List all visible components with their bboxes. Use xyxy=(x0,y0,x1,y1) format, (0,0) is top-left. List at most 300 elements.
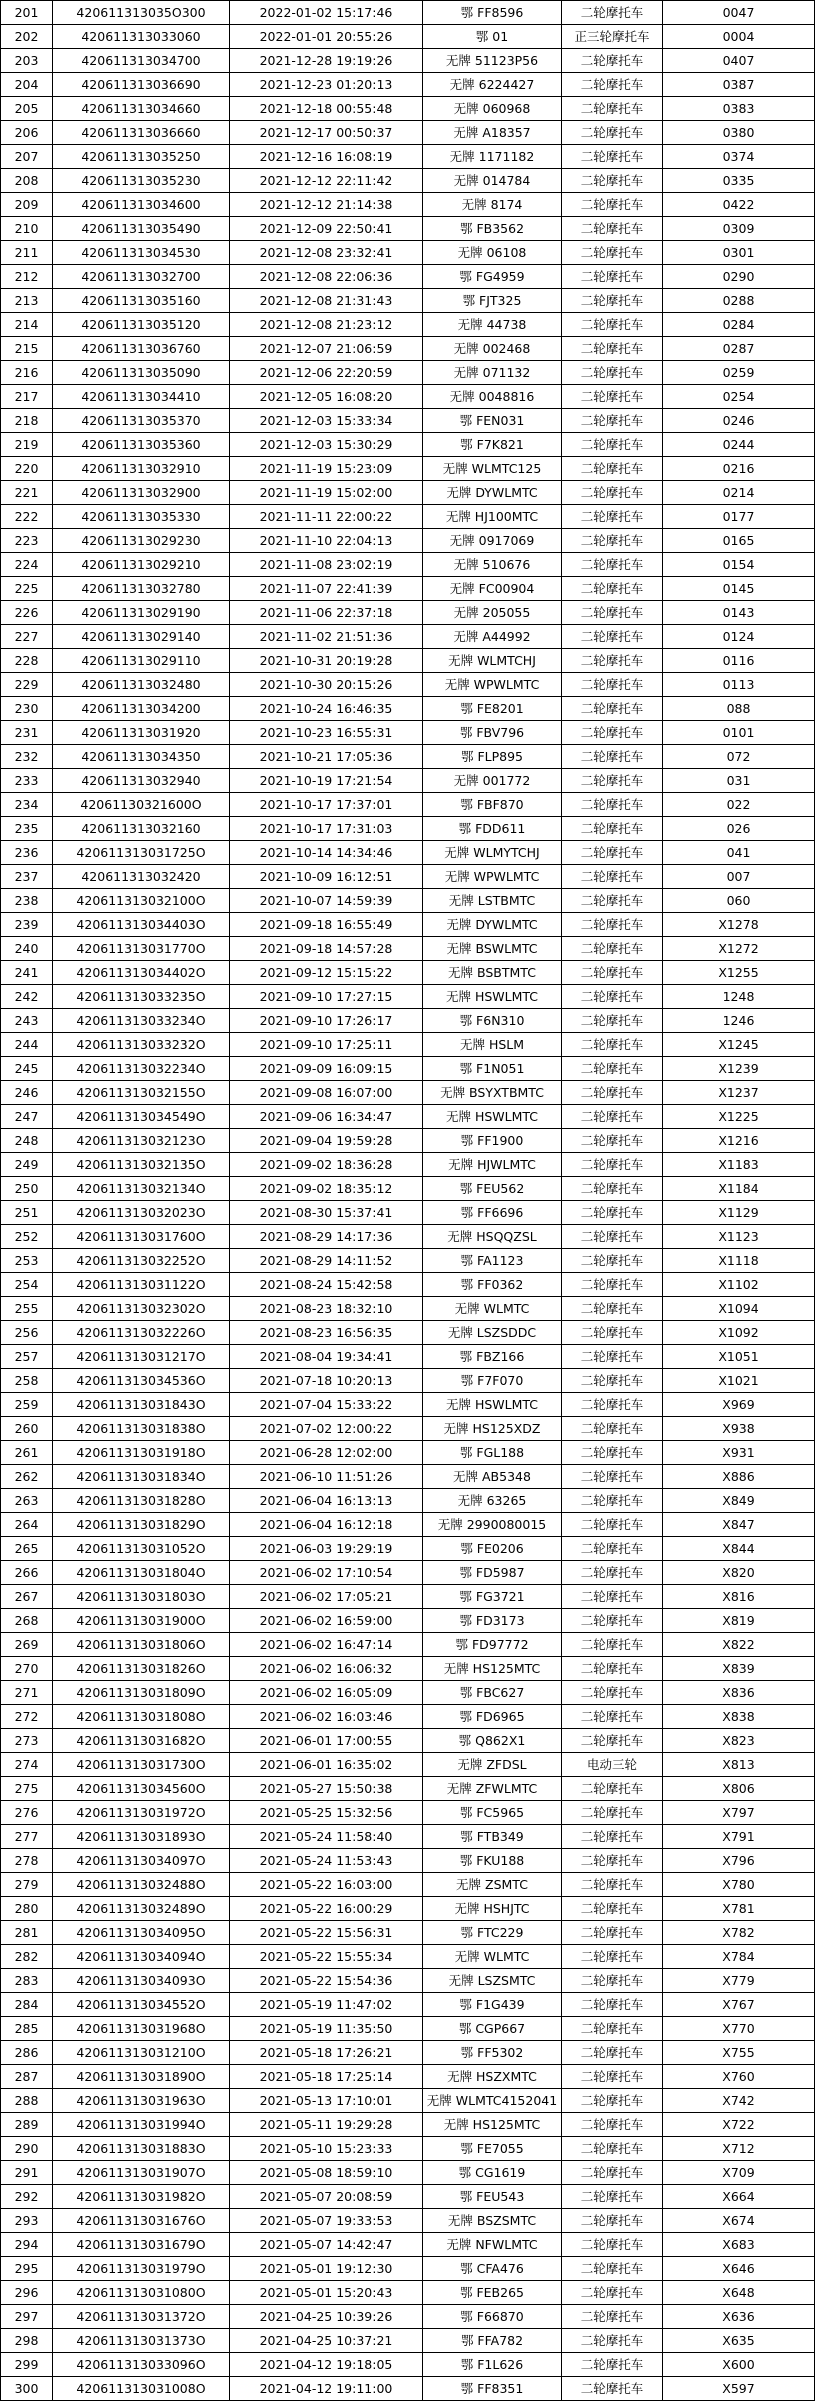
serial-cell: X712 xyxy=(663,2137,815,2161)
plate-cell: 无牌 NFWLMTC xyxy=(423,2233,562,2257)
serial-cell: X760 xyxy=(663,2065,815,2089)
plate-cell: 无牌 HS125MTC xyxy=(423,1657,562,1681)
plate-cell: 鄂 FA1123 xyxy=(423,1249,562,1273)
timestamp-cell: 2021-12-12 22:11:42 xyxy=(230,169,423,193)
vehicle-type-cell: 二轮摩托车 xyxy=(562,1297,663,1321)
row-number-cell: 218 xyxy=(1,409,53,433)
serial-cell: X674 xyxy=(663,2209,815,2233)
record-code-cell: 420611313035330 xyxy=(53,505,230,529)
table-row xyxy=(1,1441,815,1465)
serial-cell: 0177 xyxy=(663,505,815,529)
record-code-cell: 420611313031210O xyxy=(53,2041,230,2065)
row-number-cell: 299 xyxy=(1,2353,53,2377)
record-code-cell: 420611313031682O xyxy=(53,1729,230,1753)
plate-cell: 无牌 BSWLMTC xyxy=(423,937,562,961)
vehicle-type-cell: 二轮摩托车 xyxy=(562,1225,663,1249)
row-number-cell: 202 xyxy=(1,25,53,49)
serial-cell: X819 xyxy=(663,1609,815,1633)
serial-cell: 0284 xyxy=(663,313,815,337)
record-code-cell: 420611313034402O xyxy=(53,961,230,985)
row-number-cell: 290 xyxy=(1,2137,53,2161)
record-code-cell: 420611313033060 xyxy=(53,25,230,49)
table-row xyxy=(1,265,815,289)
timestamp-cell: 2021-12-06 22:20:59 xyxy=(230,361,423,385)
serial-cell: X886 xyxy=(663,1465,815,1489)
row-number-cell: 213 xyxy=(1,289,53,313)
record-code-cell: 420611313029210 xyxy=(53,553,230,577)
serial-cell: X646 xyxy=(663,2257,815,2281)
table-row xyxy=(1,2185,815,2209)
table-row xyxy=(1,1273,815,1297)
vehicle-type-cell: 二轮摩托车 xyxy=(562,1177,663,1201)
plate-cell: 鄂 FD97772 xyxy=(423,1633,562,1657)
record-code-cell: 420611313032155O xyxy=(53,1081,230,1105)
row-number-cell: 221 xyxy=(1,481,53,505)
plate-cell: 无牌 WPWLMTC xyxy=(423,673,562,697)
table-row xyxy=(1,1417,815,1441)
plate-cell: 鄂 FGL188 xyxy=(423,1441,562,1465)
record-code-cell: 420611313031972O xyxy=(53,1801,230,1825)
plate-cell: 鄂 FD6965 xyxy=(423,1705,562,1729)
plate-cell: 无牌 HSZXMTC xyxy=(423,2065,562,2089)
row-number-cell: 210 xyxy=(1,217,53,241)
vehicle-type-cell: 二轮摩托车 xyxy=(562,481,663,505)
serial-cell: X1278 xyxy=(663,913,815,937)
table-row xyxy=(1,1009,815,1033)
row-number-cell: 217 xyxy=(1,385,53,409)
row-number-cell: 300 xyxy=(1,2377,53,2401)
serial-cell: X1225 xyxy=(663,1105,815,1129)
plate-cell: 鄂 FEU562 xyxy=(423,1177,562,1201)
table-row xyxy=(1,145,815,169)
plate-cell: 无牌 0048816 xyxy=(423,385,562,409)
table-row xyxy=(1,1705,815,1729)
timestamp-cell: 2021-06-10 11:51:26 xyxy=(230,1465,423,1489)
vehicle-type-cell: 二轮摩托车 xyxy=(562,337,663,361)
plate-cell: 鄂 CG1619 xyxy=(423,2161,562,2185)
record-code-cell: 420611313034097O xyxy=(53,1849,230,1873)
row-number-cell: 257 xyxy=(1,1345,53,1369)
vehicle-type-cell: 二轮摩托车 xyxy=(562,2185,663,2209)
timestamp-cell: 2021-12-18 00:55:48 xyxy=(230,97,423,121)
serial-cell: 0154 xyxy=(663,553,815,577)
plate-cell: 鄂 FD3173 xyxy=(423,1609,562,1633)
table-row xyxy=(1,1873,815,1897)
table-row xyxy=(1,433,815,457)
plate-cell: 鄂 FF5302 xyxy=(423,2041,562,2065)
record-code-cell: 420611313034600 xyxy=(53,193,230,217)
vehicle-type-cell: 二轮摩托车 xyxy=(562,673,663,697)
record-code-cell: 420611313034660 xyxy=(53,97,230,121)
record-code-cell: 420611313035O300 xyxy=(53,1,230,25)
table-row xyxy=(1,865,815,889)
row-number-cell: 279 xyxy=(1,1873,53,1897)
record-code-cell: 420611313036690 xyxy=(53,73,230,97)
vehicle-type-cell: 二轮摩托车 xyxy=(562,913,663,937)
serial-cell: 088 xyxy=(663,697,815,721)
timestamp-cell: 2021-10-09 16:12:51 xyxy=(230,865,423,889)
serial-cell: X683 xyxy=(663,2233,815,2257)
row-number-cell: 247 xyxy=(1,1105,53,1129)
serial-cell: 0387 xyxy=(663,73,815,97)
table-row xyxy=(1,73,815,97)
table-row xyxy=(1,2065,815,2089)
serial-cell: 0216 xyxy=(663,457,815,481)
timestamp-cell: 2021-12-08 22:06:36 xyxy=(230,265,423,289)
record-code-cell: 420611313031963O xyxy=(53,2089,230,2113)
record-code-cell: 420611313034530 xyxy=(53,241,230,265)
row-number-cell: 289 xyxy=(1,2113,53,2137)
row-number-cell: 295 xyxy=(1,2257,53,2281)
serial-cell: X1272 xyxy=(663,937,815,961)
record-code-cell: 420611313032160 xyxy=(53,817,230,841)
timestamp-cell: 2021-07-02 12:00:22 xyxy=(230,1417,423,1441)
table-row xyxy=(1,937,815,961)
plate-cell: 无牌 ZFWLMTC xyxy=(423,1777,562,1801)
row-number-cell: 203 xyxy=(1,49,53,73)
serial-cell: 0047 xyxy=(663,1,815,25)
timestamp-cell: 2021-12-17 00:50:37 xyxy=(230,121,423,145)
table-row xyxy=(1,385,815,409)
timestamp-cell: 2021-09-09 16:09:15 xyxy=(230,1057,423,1081)
row-number-cell: 267 xyxy=(1,1585,53,1609)
row-number-cell: 201 xyxy=(1,1,53,25)
timestamp-cell: 2021-12-03 15:30:29 xyxy=(230,433,423,457)
timestamp-cell: 2021-05-27 15:50:38 xyxy=(230,1777,423,1801)
table-row xyxy=(1,2281,815,2305)
table-body xyxy=(1,1,815,2401)
row-number-cell: 237 xyxy=(1,865,53,889)
plate-cell: 鄂 F6N310 xyxy=(423,1009,562,1033)
table-row xyxy=(1,1105,815,1129)
record-code-cell: 420611313031770O xyxy=(53,937,230,961)
plate-cell: 鄂 FTC229 xyxy=(423,1921,562,1945)
serial-cell: 060 xyxy=(663,889,815,913)
vehicle-type-cell: 二轮摩托车 xyxy=(562,121,663,145)
vehicle-type-cell: 二轮摩托车 xyxy=(562,1657,663,1681)
plate-cell: 无牌 FC00904 xyxy=(423,577,562,601)
timestamp-cell: 2021-11-02 21:51:36 xyxy=(230,625,423,649)
table-row xyxy=(1,625,815,649)
timestamp-cell: 2021-09-12 15:15:22 xyxy=(230,961,423,985)
vehicle-type-cell: 二轮摩托车 xyxy=(562,73,663,97)
vehicle-type-cell: 二轮摩托车 xyxy=(562,1417,663,1441)
serial-cell: 0335 xyxy=(663,169,815,193)
serial-cell: X600 xyxy=(663,2353,815,2377)
plate-cell: 鄂 F7K821 xyxy=(423,433,562,457)
record-code-cell: 420611313031979O xyxy=(53,2257,230,2281)
table-row xyxy=(1,1921,815,1945)
record-code-cell: 420611313036760 xyxy=(53,337,230,361)
vehicle-type-cell: 二轮摩托车 xyxy=(562,289,663,313)
table-row xyxy=(1,2137,815,2161)
table-row xyxy=(1,1057,815,1081)
table-row xyxy=(1,793,815,817)
plate-cell: 无牌 WLMTCHJ xyxy=(423,649,562,673)
serial-cell: X742 xyxy=(663,2089,815,2113)
table-row xyxy=(1,361,815,385)
timestamp-cell: 2021-05-18 17:25:14 xyxy=(230,2065,423,2089)
vehicle-type-cell: 二轮摩托车 xyxy=(562,2353,663,2377)
row-number-cell: 275 xyxy=(1,1777,53,1801)
table-row xyxy=(1,241,815,265)
table-row xyxy=(1,193,815,217)
table-row xyxy=(1,1465,815,1489)
timestamp-cell: 2021-12-08 21:23:12 xyxy=(230,313,423,337)
timestamp-cell: 2021-09-10 17:25:11 xyxy=(230,1033,423,1057)
vehicle-type-cell: 二轮摩托车 xyxy=(562,817,663,841)
table-row xyxy=(1,121,815,145)
row-number-cell: 243 xyxy=(1,1009,53,1033)
timestamp-cell: 2021-12-03 15:33:34 xyxy=(230,409,423,433)
plate-cell: 鄂 F1L626 xyxy=(423,2353,562,2377)
plate-cell: 鄂 FLP895 xyxy=(423,745,562,769)
plate-cell: 鄂 FF0362 xyxy=(423,1273,562,1297)
record-code-cell: 420611313032700 xyxy=(53,265,230,289)
timestamp-cell: 2021-10-30 20:15:26 xyxy=(230,673,423,697)
table-row xyxy=(1,1201,815,1225)
timestamp-cell: 2021-09-10 17:27:15 xyxy=(230,985,423,1009)
table-row xyxy=(1,1753,815,1777)
table-row xyxy=(1,1801,815,1825)
plate-cell: 无牌 HSLM xyxy=(423,1033,562,1057)
serial-cell: 0004 xyxy=(663,25,815,49)
row-number-cell: 294 xyxy=(1,2233,53,2257)
table-row xyxy=(1,481,815,505)
row-number-cell: 246 xyxy=(1,1081,53,1105)
plate-cell: 鄂 FF8596 xyxy=(423,1,562,25)
vehicle-type-cell: 二轮摩托车 xyxy=(562,49,663,73)
serial-cell: X1094 xyxy=(663,1297,815,1321)
serial-cell: X755 xyxy=(663,2041,815,2065)
timestamp-cell: 2021-10-23 16:55:31 xyxy=(230,721,423,745)
record-code-cell: 420611313029140 xyxy=(53,625,230,649)
plate-cell: 鄂 Q862X1 xyxy=(423,1729,562,1753)
row-number-cell: 240 xyxy=(1,937,53,961)
timestamp-cell: 2021-10-21 17:05:36 xyxy=(230,745,423,769)
plate-cell: 无牌 A44992 xyxy=(423,625,562,649)
plate-cell: 无牌 0917069 xyxy=(423,529,562,553)
timestamp-cell: 2021-06-02 16:06:32 xyxy=(230,1657,423,1681)
record-code-cell: 420611313029110 xyxy=(53,649,230,673)
serial-cell: X847 xyxy=(663,1513,815,1537)
timestamp-cell: 2021-06-28 12:02:00 xyxy=(230,1441,423,1465)
record-code-cell: 420611313034200 xyxy=(53,697,230,721)
record-code-cell: 420611313031834O xyxy=(53,1465,230,1489)
row-number-cell: 285 xyxy=(1,2017,53,2041)
row-number-cell: 227 xyxy=(1,625,53,649)
serial-cell: X1255 xyxy=(663,961,815,985)
row-number-cell: 211 xyxy=(1,241,53,265)
table-row xyxy=(1,1321,815,1345)
table-row xyxy=(1,1729,815,1753)
table-row xyxy=(1,49,815,73)
table-row xyxy=(1,913,815,937)
record-code-cell: 420611313032123O xyxy=(53,1129,230,1153)
plate-cell: 无牌 WLMTC4152041 xyxy=(423,2089,562,2113)
timestamp-cell: 2021-09-02 18:35:12 xyxy=(230,1177,423,1201)
timestamp-cell: 2021-06-02 17:05:21 xyxy=(230,1585,423,1609)
record-code-cell: 420611313032940 xyxy=(53,769,230,793)
table-row xyxy=(1,289,815,313)
row-number-cell: 262 xyxy=(1,1465,53,1489)
vehicle-type-cell: 二轮摩托车 xyxy=(562,217,663,241)
row-number-cell: 282 xyxy=(1,1945,53,1969)
table-row xyxy=(1,1537,815,1561)
serial-cell: X1123 xyxy=(663,1225,815,1249)
vehicle-type-cell: 二轮摩托车 xyxy=(562,1393,663,1417)
table-row xyxy=(1,505,815,529)
plate-cell: 鄂 FG3721 xyxy=(423,1585,562,1609)
serial-cell: X597 xyxy=(663,2377,815,2401)
plate-cell: 无牌 014784 xyxy=(423,169,562,193)
timestamp-cell: 2021-09-06 16:34:47 xyxy=(230,1105,423,1129)
plate-cell: 鄂 FE7055 xyxy=(423,2137,562,2161)
record-code-cell: 420611313034560O xyxy=(53,1777,230,1801)
vehicle-type-cell: 二轮摩托车 xyxy=(562,1201,663,1225)
serial-cell: X969 xyxy=(663,1393,815,1417)
timestamp-cell: 2021-07-18 10:20:13 xyxy=(230,1369,423,1393)
record-code-cell: 420611313031809O xyxy=(53,1681,230,1705)
table-row xyxy=(1,1897,815,1921)
record-code-cell: 420611313033234O xyxy=(53,1009,230,1033)
serial-cell: 0301 xyxy=(663,241,815,265)
vehicle-type-cell: 二轮摩托车 xyxy=(562,1033,663,1057)
vehicle-type-cell: 二轮摩托车 xyxy=(562,577,663,601)
timestamp-cell: 2021-10-19 17:21:54 xyxy=(230,769,423,793)
timestamp-cell: 2021-09-02 18:36:28 xyxy=(230,1153,423,1177)
record-code-cell: 420611313031676O xyxy=(53,2209,230,2233)
table-row xyxy=(1,1369,815,1393)
plate-cell: 无牌 LSTBMTC xyxy=(423,889,562,913)
serial-cell: X779 xyxy=(663,1969,815,1993)
vehicle-type-cell: 二轮摩托车 xyxy=(562,769,663,793)
vehicle-type-cell: 二轮摩托车 xyxy=(562,2017,663,2041)
serial-cell: X664 xyxy=(663,2185,815,2209)
record-code-cell: 420611313029190 xyxy=(53,601,230,625)
record-code-cell: 420611313031890O xyxy=(53,2065,230,2089)
timestamp-cell: 2021-05-07 20:08:59 xyxy=(230,2185,423,2209)
plate-cell: 鄂 FJT325 xyxy=(423,289,562,313)
serial-cell: X844 xyxy=(663,1537,815,1561)
vehicle-type-cell: 二轮摩托车 xyxy=(562,1969,663,1993)
row-number-cell: 276 xyxy=(1,1801,53,1825)
serial-cell: 0422 xyxy=(663,193,815,217)
plate-cell: 鄂 FEB265 xyxy=(423,2281,562,2305)
row-number-cell: 272 xyxy=(1,1705,53,1729)
serial-cell: 0214 xyxy=(663,481,815,505)
vehicle-type-cell: 二轮摩托车 xyxy=(562,937,663,961)
timestamp-cell: 2021-04-12 19:11:00 xyxy=(230,2377,423,2401)
record-code-cell: 420611313035090 xyxy=(53,361,230,385)
vehicle-type-cell: 二轮摩托车 xyxy=(562,2161,663,2185)
record-code-cell: 420611313032100O xyxy=(53,889,230,913)
row-number-cell: 242 xyxy=(1,985,53,1009)
table-row xyxy=(1,2353,815,2377)
vehicle-type-cell: 二轮摩托车 xyxy=(562,1873,663,1897)
table-row xyxy=(1,529,815,553)
serial-cell: 0374 xyxy=(663,145,815,169)
row-number-cell: 244 xyxy=(1,1033,53,1057)
row-number-cell: 209 xyxy=(1,193,53,217)
plate-cell: 无牌 63265 xyxy=(423,1489,562,1513)
record-code-cell: 420611313033096O xyxy=(53,2353,230,2377)
record-code-cell: 420611313032420 xyxy=(53,865,230,889)
record-code-cell: 420611313031838O xyxy=(53,1417,230,1441)
timestamp-cell: 2021-06-04 16:13:13 xyxy=(230,1489,423,1513)
serial-cell: X839 xyxy=(663,1657,815,1681)
plate-cell: 鄂 FEU543 xyxy=(423,2185,562,2209)
vehicle-type-cell: 二轮摩托车 xyxy=(562,409,663,433)
timestamp-cell: 2021-10-07 14:59:39 xyxy=(230,889,423,913)
table-row xyxy=(1,2209,815,2233)
serial-cell: 022 xyxy=(663,793,815,817)
serial-cell: X931 xyxy=(663,1441,815,1465)
record-code-cell: 420611313034536O xyxy=(53,1369,230,1393)
record-code-cell: 420611313032226O xyxy=(53,1321,230,1345)
vehicle-type-cell: 二轮摩托车 xyxy=(562,1729,663,1753)
plate-cell: 鄂 FF1900 xyxy=(423,1129,562,1153)
timestamp-cell: 2021-05-22 15:56:31 xyxy=(230,1921,423,1945)
serial-cell: X722 xyxy=(663,2113,815,2137)
timestamp-cell: 2021-11-08 23:02:19 xyxy=(230,553,423,577)
timestamp-cell: 2021-10-17 17:31:03 xyxy=(230,817,423,841)
record-code-cell: 420611313036660 xyxy=(53,121,230,145)
vehicle-type-cell: 二轮摩托车 xyxy=(562,1537,663,1561)
vehicle-type-cell: 二轮摩托车 xyxy=(562,1081,663,1105)
row-number-cell: 214 xyxy=(1,313,53,337)
timestamp-cell: 2021-04-25 10:37:21 xyxy=(230,2329,423,2353)
table-row xyxy=(1,2257,815,2281)
serial-cell: 1246 xyxy=(663,1009,815,1033)
vehicle-type-cell: 二轮摩托车 xyxy=(562,625,663,649)
vehicle-type-cell: 二轮摩托车 xyxy=(562,2089,663,2113)
plate-cell: 鄂 FBZ166 xyxy=(423,1345,562,1369)
timestamp-cell: 2021-07-04 15:33:22 xyxy=(230,1393,423,1417)
vehicle-type-cell: 二轮摩托车 xyxy=(562,193,663,217)
vehicle-type-cell: 二轮摩托车 xyxy=(562,1153,663,1177)
row-number-cell: 269 xyxy=(1,1633,53,1657)
serial-cell: 007 xyxy=(663,865,815,889)
record-code-cell: 420611313032302O xyxy=(53,1297,230,1321)
row-number-cell: 284 xyxy=(1,1993,53,2017)
record-code-cell: 420611313031843O xyxy=(53,1393,230,1417)
row-number-cell: 251 xyxy=(1,1201,53,1225)
row-number-cell: 286 xyxy=(1,2041,53,2065)
row-number-cell: 249 xyxy=(1,1153,53,1177)
serial-cell: 1248 xyxy=(663,985,815,1009)
plate-cell: 无牌 510676 xyxy=(423,553,562,577)
timestamp-cell: 2021-05-22 15:55:34 xyxy=(230,1945,423,1969)
serial-cell: X782 xyxy=(663,1921,815,1945)
timestamp-cell: 2021-06-02 17:10:54 xyxy=(230,1561,423,1585)
plate-cell: 鄂 FBC627 xyxy=(423,1681,562,1705)
row-number-cell: 230 xyxy=(1,697,53,721)
serial-cell: X636 xyxy=(663,2305,815,2329)
timestamp-cell: 2021-08-23 18:32:10 xyxy=(230,1297,423,1321)
row-number-cell: 224 xyxy=(1,553,53,577)
row-number-cell: 228 xyxy=(1,649,53,673)
vehicle-type-cell: 二轮摩托车 xyxy=(562,1441,663,1465)
vehicle-type-cell: 二轮摩托车 xyxy=(562,1,663,25)
vehicle-type-cell: 二轮摩托车 xyxy=(562,2065,663,2089)
plate-cell: 鄂 FBF870 xyxy=(423,793,562,817)
vehicle-type-cell: 二轮摩托车 xyxy=(562,1705,663,1729)
plate-cell: 无牌 ZFDSL xyxy=(423,1753,562,1777)
plate-cell: 无牌 BSYXTBMTC xyxy=(423,1081,562,1105)
timestamp-cell: 2021-06-02 16:47:14 xyxy=(230,1633,423,1657)
vehicle-type-cell: 二轮摩托车 xyxy=(562,553,663,577)
